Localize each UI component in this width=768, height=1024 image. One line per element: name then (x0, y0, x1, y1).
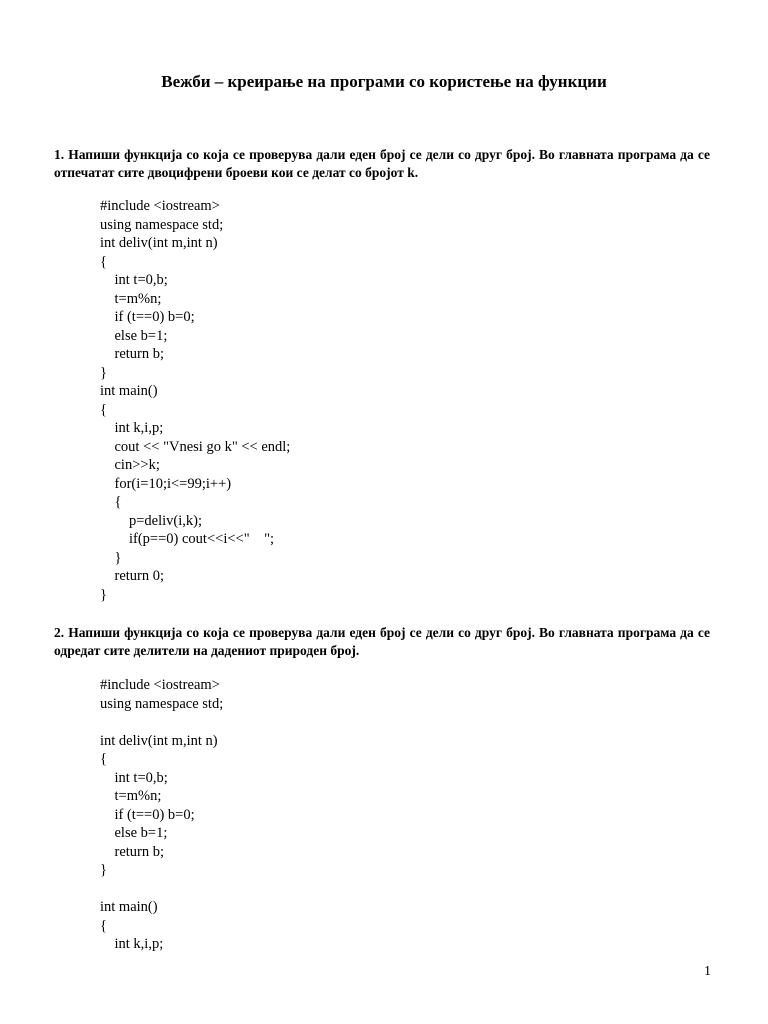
code-line: { (100, 401, 107, 418)
code-line (100, 713, 600, 732)
code-line: using namespace std; (100, 216, 224, 233)
code-line: } (100, 586, 107, 603)
code-line: int main() (100, 899, 158, 915)
code-line: { (100, 751, 107, 767)
code-line: if(p==0) cout<<i<<" "; (100, 531, 275, 547)
code-line: if (t==0) b=0; (100, 806, 195, 823)
code-line: } (100, 862, 107, 878)
code-line: t=m%n; (100, 290, 162, 307)
code-line: #include <iostream> (100, 198, 220, 214)
code-line: int t=0,b; (100, 272, 168, 288)
code-line: else b=1; (100, 825, 168, 841)
code-line: { (100, 494, 122, 510)
code-line: cin>>k; (100, 457, 160, 473)
code-line: using namespace std; (100, 695, 224, 712)
code-line: } (100, 364, 107, 381)
code-line (100, 880, 600, 899)
page-number: 1 (704, 964, 711, 979)
code-line: int k,i,p; (100, 420, 164, 436)
code-line: int main() (100, 383, 158, 399)
code-line: cout << "Vnesi go k" << endl; (100, 438, 291, 455)
code-block-2 (100, 676, 600, 954)
code-line: t=m%n; (100, 788, 162, 804)
code-line: int deliv(int m,int n) (100, 732, 218, 749)
code-line: return b; (100, 843, 165, 860)
code-line: int k,i,p; (100, 936, 164, 952)
code-line: { (100, 917, 107, 934)
code-line: int t=0,b; (100, 769, 168, 786)
task-1-text: 1. Напиши функција со која се проверува дали еден број се дели со друг број. Во главната програма да се отпечатат сите двоцифрени броеви кои се делат со бројот k. (54, 147, 710, 180)
code-line: } (100, 549, 122, 566)
code-line: else b=1; (100, 327, 168, 344)
code-line: return 0; (100, 568, 165, 584)
code-line: if (t==0) b=0; (100, 309, 195, 325)
page-title: Вежби – креирање на програми со користење на функции (161, 72, 607, 91)
task-2-text: 2. Напиши функција со која се проверува дали еден број се дели со друг број. Во главната програма да се одредат сите делители на дадениот природен број. (54, 625, 710, 658)
code-line: for(i=10;i<=99;i++) (100, 475, 232, 492)
code-block-1 (100, 197, 600, 604)
code-line: #include <iostream> (100, 677, 220, 693)
code-line: return b; (100, 346, 165, 362)
code-line: int deliv(int m,int n) (100, 235, 218, 251)
code-line: p=deliv(i,k); (100, 512, 203, 529)
code-line: { (100, 253, 107, 270)
